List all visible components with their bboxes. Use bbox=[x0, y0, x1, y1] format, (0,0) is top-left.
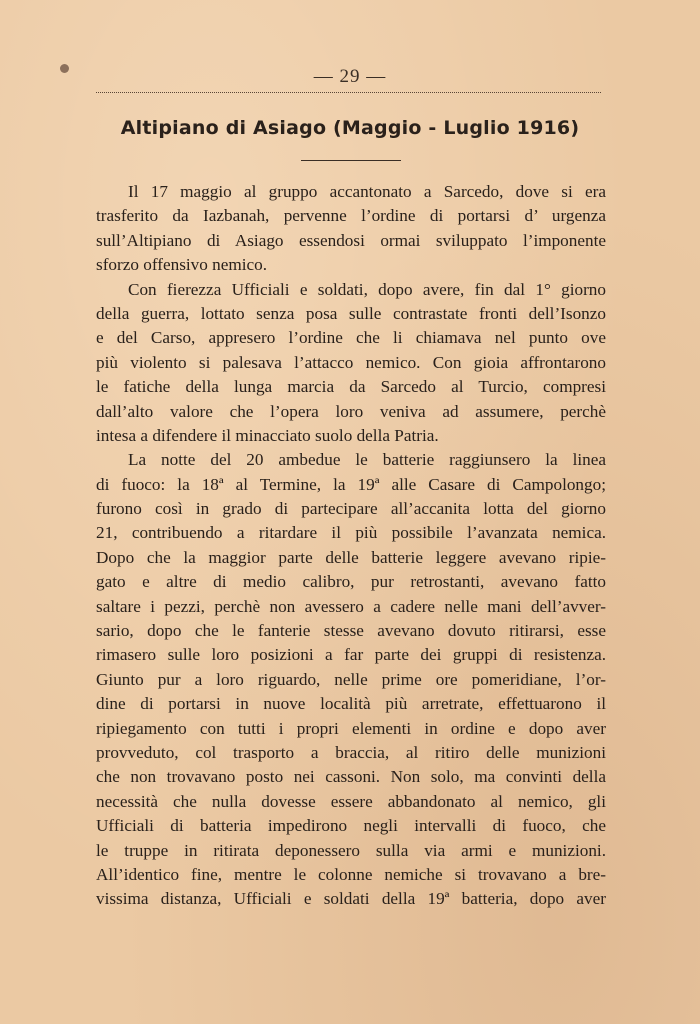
text-line: Dopo che la maggior parte delle batterie leggere avevano ripie- bbox=[96, 547, 606, 567]
text-line: dall’alto valore che l’opera loro veniva ad assumere, perchè bbox=[96, 401, 606, 421]
text-line: trasferito da Iazbanah, pervenne l’ordine di portarsi d’ urgenza bbox=[96, 206, 606, 226]
text-line: Con fierezza Ufficiali e soldati, dopo avere, fin dal 1° giorno bbox=[128, 279, 606, 299]
text-line: e del Carso, appresero l’ordine che li chiamava nel punto ove bbox=[96, 328, 606, 348]
text-line: più violento si palesava l’attacco nemico. Con gioia affrontarono bbox=[96, 352, 606, 372]
text-line: Ufficiali di batteria impedirono negli intervalli di fuoco, che bbox=[96, 816, 606, 836]
text-line: furono così in grado di partecipare all’accanita lotta del giorno bbox=[96, 499, 606, 519]
text-line: le truppe in ritirata deponessero sulla via armi e munizioni. bbox=[96, 840, 606, 860]
text-line: gato e altre di medio calibro, pur retrostanti, avevano fatto bbox=[96, 572, 606, 592]
text-line: sforzo offensivo nemico. bbox=[96, 255, 268, 275]
text-line: La notte del 20 ambedue le batterie raggiunsero la linea bbox=[128, 450, 606, 470]
text-line: sario, dopo che le fanterie stesse avevano dovuto ritirarsi, esse bbox=[96, 621, 606, 641]
text-line: della guerra, lottato senza posa sulle contrastate fronti dell’Isonzo bbox=[96, 303, 606, 323]
title-underline bbox=[301, 160, 401, 161]
text-line: ripiegamento con tutti i propri elementi in ordine e dopo aver bbox=[96, 718, 606, 738]
text-line: 21, contribuendo a ritardare il più possibile l’avanzata nemica. bbox=[96, 523, 606, 543]
text-line: All’identico fine, mentre le colonne nemiche si trovavano a bre- bbox=[96, 864, 606, 884]
page-number: — 29 — bbox=[313, 66, 387, 87]
text-line: Giunto pur a loro riguardo, nelle prime ore pomeridiane, l’or- bbox=[96, 669, 606, 689]
body-text bbox=[96, 180, 606, 912]
text-line: rimasero sulle loro posizioni a far parte dei gruppi di resistenza. bbox=[96, 645, 606, 665]
text-line: Il 17 maggio al gruppo accantonato a Sarcedo, dove si era bbox=[128, 182, 606, 201]
text-line: vissima distanza, Ufficiali e soldati della 19ª batteria, dopo aver bbox=[96, 889, 606, 909]
text-line: sull’Altipiano di Asiago essendosi ormai sviluppato l’imponente bbox=[96, 230, 606, 250]
text-line: le fatiche della lunga marcia da Sarcedo al Turcio, compresi bbox=[96, 377, 606, 397]
text-line: che non trovavano posto nei cassoni. Non solo, ma convinti della bbox=[96, 767, 606, 787]
text-line: intesa a difendere il minacciato suolo della Patria. bbox=[96, 425, 439, 445]
text-line: dine di portarsi in nuove località più arretrate, effettuarono il bbox=[96, 694, 606, 714]
text-line: di fuoco: la 18ª al Termine, la 19ª alle Casare di Campolongo; bbox=[96, 474, 606, 494]
text-line: necessità che nulla dovesse essere abbandonato al nemico, gli bbox=[96, 791, 606, 811]
text-line: provveduto, col trasporto a braccia, al ritiro delle munizioni bbox=[96, 742, 606, 762]
page-title: Altipiano di Asiago (Maggio - Luglio 1916) bbox=[120, 117, 580, 139]
header-dotted-rule bbox=[96, 92, 601, 93]
text-line: saltare i pezzi, perchè non avessero a cadere nelle mani dell’avver- bbox=[96, 596, 606, 616]
